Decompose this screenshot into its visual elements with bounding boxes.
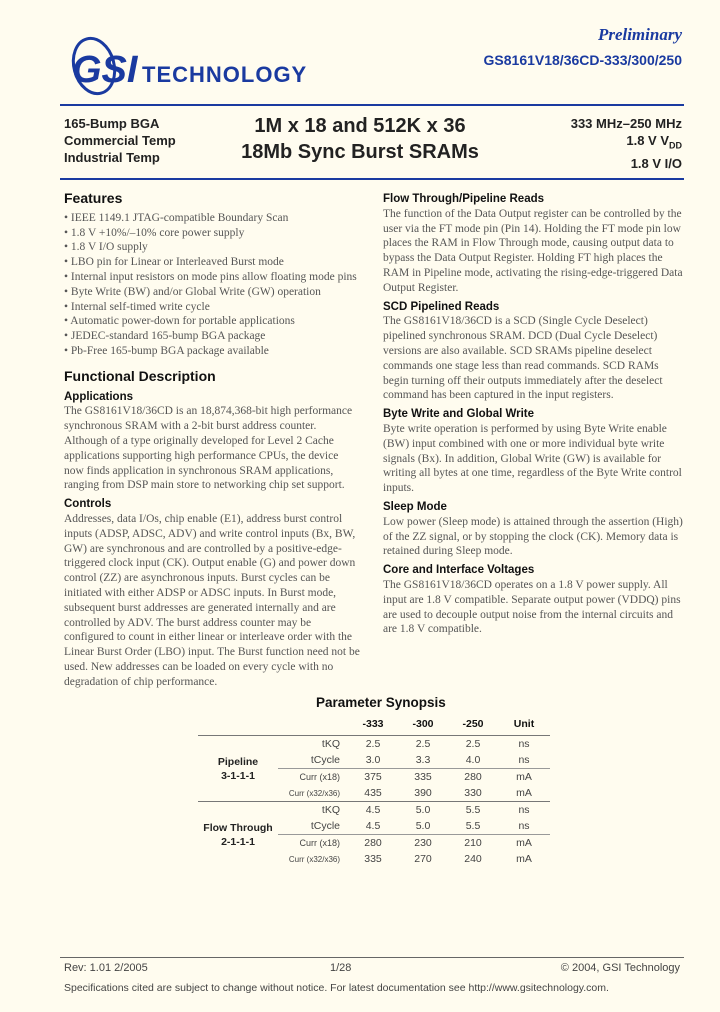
frequency-line: 333 MHz–250 MHz [570,116,682,131]
header-250: -250 [462,718,484,730]
scd-heading: SCD Pipelined Reads [383,300,500,313]
table-row: tCycle 3.0 3.3 4.0 ns [310,754,530,766]
list-item: • Byte Write (BW) and/or Global Write (GW) operation [64,285,360,300]
header-rule-top [60,104,684,106]
parameter-synopsis-table [198,716,550,867]
byte-write-heading: Byte Write and Global Write [383,408,535,421]
io-voltage-line: 1.8 V I/O [630,155,682,171]
table-row: Pipeline 3-1-1-1 tKQ 2.5 2.5 2.5 ns [198,736,550,753]
list-item: • JEDEC-standard 165-bump BGA package [64,329,360,344]
features-list [64,211,360,359]
list-item: • LBO pin for Linear or Interleaved Burst mode [64,255,360,270]
vdd-line: 1.8 V $V_{DD}$ [626,133,682,151]
title-line-1: 1M x 18 and 512K x 36 [254,115,466,137]
functional-description-heading: Functional Description [64,367,216,384]
applications-heading: Applications [64,390,134,403]
table-row: Curr (x18) 280 230 210 mA [198,835,550,852]
header-300: -300 [412,718,434,730]
applications-text: The GS8161V18/36CD is an 18,874,368-bit high performance synchronous SRAM with a 2-bit burst address counter. Although of a type originally developed for Level 2 Cache applications supporting high performance CPUs, the device now finds application in synchronous SRAM applications, ranging from DSP main store to networking chip set support. [64,405,353,492]
flow-through-text: The function of the Data Output register can be controlled by the user via the FT mode pin (Pin 14). Holding the FT mode pin low places the RAM in Flow Through mode, causing output data to bypass the Data Output Register. Holding FT high places the RAM in Pipeline mode, activating the rising-edge-triggered Data Output Register. [383,207,683,294]
svg-text:GSI: GSI [72,49,138,91]
pipeline-label: Pipeline 3-1-1-1 [217,755,259,782]
sleep-mode-heading: Sleep Mode [383,500,447,513]
controls-text: Addresses, data I/Os, chip enable (E1), address burst control inputs (ADSP, ADSC, ADV) and write control inputs (Bx, BW, GW) are synchronous and are controlled by a positive-edge-triggered clock input (CK). Output enable (G) and power down control (ZZ) are asynchronous inputs. Burst cycles can be initiated with either ADSP or ADSC inputs. In Burst mode, subsequent burst addresses are generated internally and are controlled by ADV. The burst address counter may be configured to count in either linear or interleave order with the Linear Burst Order (LBO) input. The Burst function need not be used. New addresses can be loaded on every cycle with no degradation of chip performance. [64,512,360,688]
gsi-technology-logo [66,30,308,100]
list-item: • Automatic power-down for portable applications [64,314,360,329]
sleep-mode-text: Low power (Sleep mode) is attained through the assertion (High) of the ZZ signal, or by stopping the clock (CK). Memory data is retained during Sleep mode. [383,515,683,558]
page-number: 1/28 [330,962,352,974]
byte-write-text: Byte write operation is performed by using Byte Write enable (BW) input combined with one or more individual byte write signals (Bx). In addition, Global Write (GW) is available for writing all bytes at one time, regardless of the Byte Write control inputs. [383,422,682,495]
preliminary-label: Preliminary [597,25,682,44]
table-row: Curr (x18) 375 335 280 mA [198,769,550,786]
header-left-block [64,115,176,166]
header-rule-bottom [60,178,684,180]
table-row: tCycle 4.5 5.0 5.5 ns [310,820,530,832]
copyright: © 2004, GSI Technology [560,962,680,974]
table-row: Curr (x32/x36) 335 270 240 mA [288,853,532,865]
table-header-row [198,716,550,732]
flow-through-heading: Flow Through/Pipeline Reads [383,193,545,205]
revision: Rev: 1.01 2/2005 [64,962,148,974]
core-voltages-text: The GS8161V18/36CD operates on a 1.8 V power supply. All input are 1.8 V compatible. Separate output power (VDDQ) pins are used to decouple output noise from the internal circuits and are 1.8 V compatible. [383,578,681,636]
features-heading: Features [64,190,123,206]
footer-rule [60,957,684,958]
parameter-synopsis-title: Parameter Synopsis [316,695,446,710]
core-voltages-heading: Core and Interface Voltages [383,564,535,577]
svg-text:TECHNOLOGY: TECHNOLOGY [142,62,308,87]
document-title [200,113,520,165]
flow-through-label: Flow Through 2-1-1-1 [203,821,273,848]
list-item: • Internal input resistors on mode pins allow floating mode pins [64,270,360,285]
list-item: • 1.8 V I/O supply [64,240,360,255]
table-row: Curr (x32/x36) 435 390 330 mA [288,787,532,799]
list-item: • Internal self-timed write cycle [64,300,360,315]
list-item: • Pb-Free 165-bump BGA package available [64,344,360,359]
scd-text: The GS8161V18/36CD is a SCD (Single Cycle Deselect) pipelined synchronous SRAM. DCD (Dual Cycle Deselect) versions are also available. SCD SRAMs pipeline deselect commands one stage less than read commands. SCD RAMs begin turning off their outputs immediately after the deselect command has been captured in the input registers. [383,315,663,402]
header-333: -333 [362,718,384,730]
part-number: GS8161V18/36CD-333/300/250 [483,52,682,68]
header-right-block [571,115,682,172]
right-column [383,192,683,637]
title-line-2: 18Mb Sync Burst SRAMs [241,141,479,163]
controls-heading: Controls [64,498,112,511]
commercial-temp-line: Commercial Temp [64,133,176,148]
list-item: • IEEE 1149.1 JTAG-compatible Boundary Scan [64,211,360,226]
header-unit: Unit [513,718,535,730]
spec-notice: Specifications cited are subject to change without notice. For latest documentation see http://www.gsitechnology.com. [64,982,609,994]
industrial-temp-line: Industrial Temp [64,150,160,165]
left-column [64,191,360,690]
package-line: 165-Bump BGA [64,116,160,131]
list-item: • 1.8 V +10%/–10% core power supply [64,226,360,241]
table-row: Flow Through 2-1-1-1 tKQ 4.5 5.0 5.5 ns [198,802,550,819]
